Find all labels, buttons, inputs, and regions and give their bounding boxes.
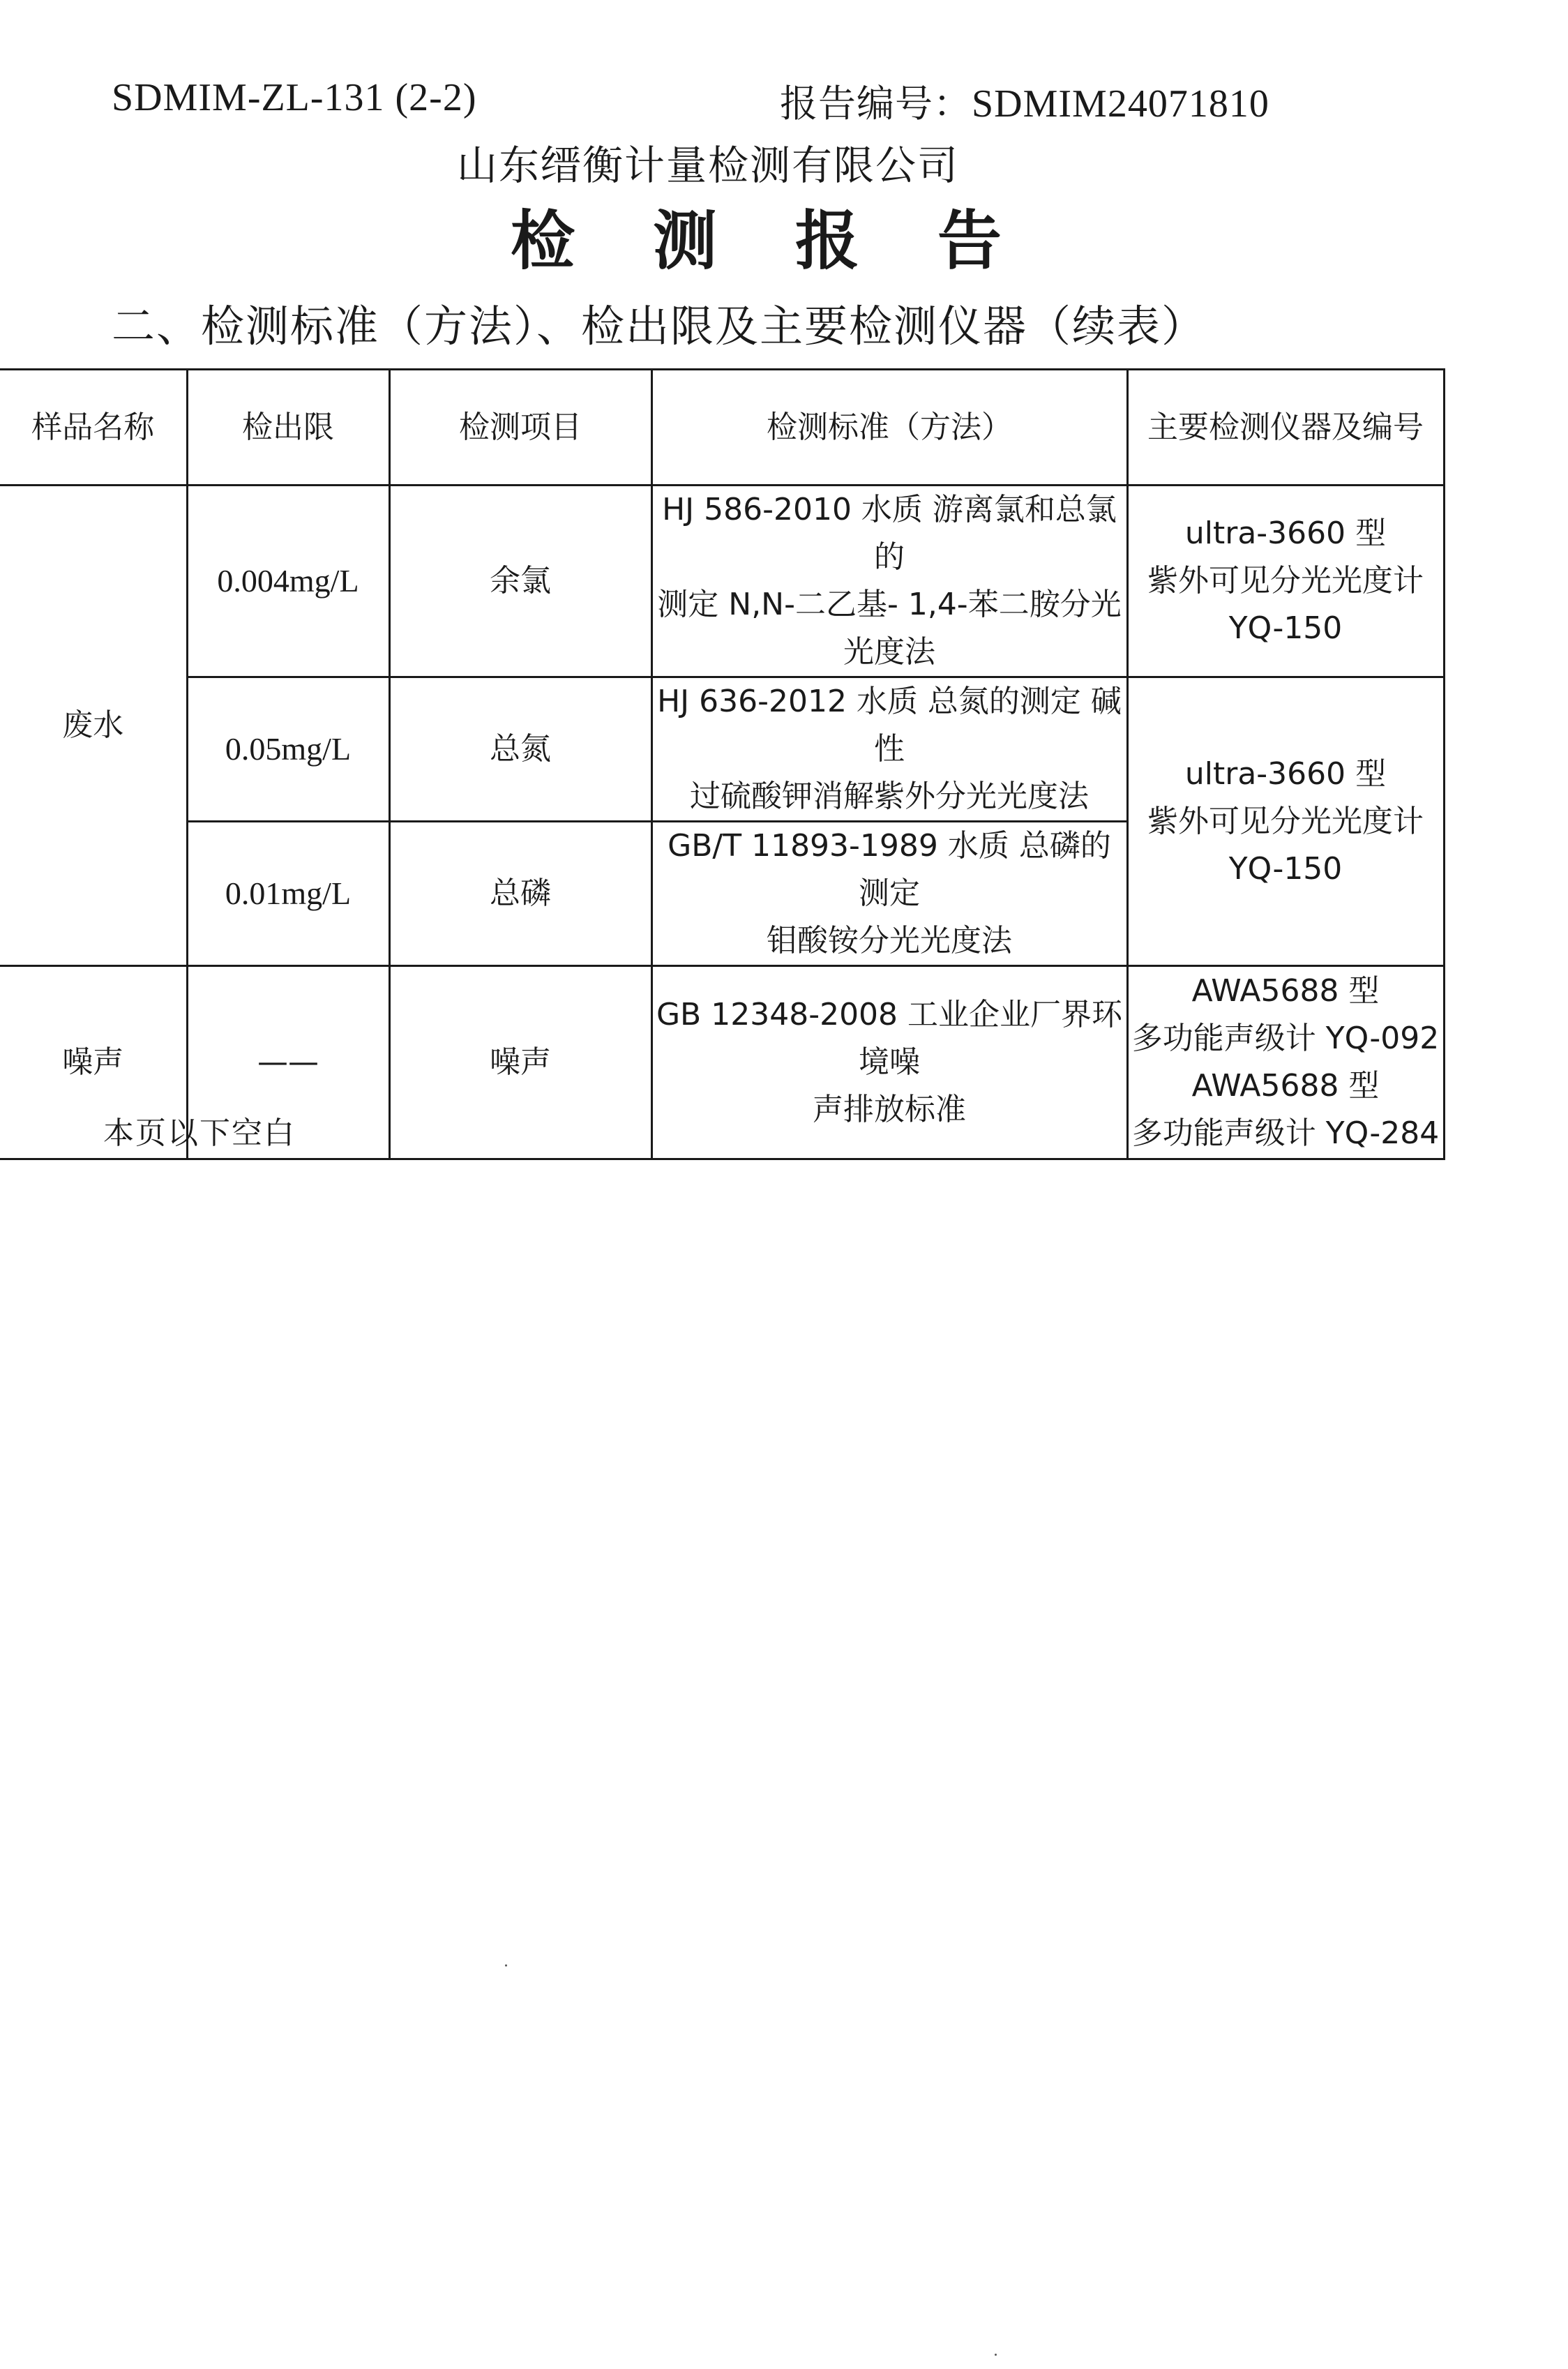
instrument-line: 多功能声级计 YQ-284 <box>1131 1115 1440 1151</box>
test-item-cell: 噪声 <box>389 966 651 1159</box>
test-item-cell: 总磷 <box>389 822 651 966</box>
document-code: SDMIM-ZL-131 (2-2) <box>112 76 477 119</box>
standard-line: GB/T 11893-1989 水质 总磷的测定 <box>668 828 1111 911</box>
instrument-line: YQ-150 <box>1228 850 1343 887</box>
sample-name-cell: 噪声 <box>0 966 187 1159</box>
standard-line: HJ 636-2012 水质 总氮的测定 碱性 <box>657 684 1122 767</box>
scan-speck <box>995 2354 997 2356</box>
report-number-value: SDMIM24071810 <box>972 82 1269 126</box>
report-number-label: 报告编号： <box>780 82 972 126</box>
instrument-line: ultra-3660 型 <box>1184 516 1387 551</box>
header-test-item: 检测项目 <box>389 370 651 486</box>
header-sample-name: 样品名称 <box>0 370 187 486</box>
header-detection-limit: 检出限 <box>187 370 389 486</box>
table-row <box>0 486 1444 677</box>
standard-method-cell <box>651 677 1127 822</box>
header-instrument: 主要检测仪器及编号 <box>1127 370 1444 486</box>
instrument-line: AWA5688 型 <box>1191 973 1380 1009</box>
standard-line: GB 12348-2008 工业企业厂界环境噪 <box>656 997 1123 1080</box>
standards-table <box>0 368 1445 1160</box>
instrument-line: YQ-150 <box>1228 610 1343 646</box>
table-header-row <box>0 370 1444 486</box>
standard-line: 声排放标准 <box>813 1092 966 1127</box>
standard-method-cell <box>651 486 1127 677</box>
standard-method-cell <box>651 966 1127 1159</box>
test-item-cell: 总氮 <box>389 677 651 822</box>
test-item-cell: 余氯 <box>389 486 651 677</box>
instrument-line: AWA5688 型 <box>1191 1068 1380 1104</box>
header-standard-method: 检测标准（方法） <box>651 370 1127 486</box>
detection-limit-cell: 0.01mg/L <box>187 822 389 966</box>
instrument-cell <box>1127 486 1444 677</box>
section-title: 二、检测标准（方法）、检出限及主要检测仪器（续表） <box>112 301 1207 352</box>
report-number <box>780 74 1269 128</box>
company-name: 山东缙衡计量检测有限公司 <box>457 142 960 189</box>
instrument-cell <box>1127 966 1444 1159</box>
detection-limit-cell: —— <box>187 966 389 1159</box>
instrument-line: ultra-3660 型 <box>1184 755 1387 792</box>
standard-line: 光度法 <box>843 634 935 670</box>
detection-limit-cell: 0.05mg/L <box>187 677 389 822</box>
instrument-line: 紫外可见分光光度计 <box>1147 803 1424 839</box>
table-row <box>0 677 1444 822</box>
sample-name-cell: 废水 <box>0 486 187 966</box>
standard-method-cell <box>651 822 1127 966</box>
page-title: 检 测 报 告 <box>510 204 1030 278</box>
standard-line: 过硫酸钾消解紫外分光光度法 <box>690 779 1089 814</box>
blank-below-note: 本页以下空白 <box>103 1115 296 1151</box>
instrument-line: 紫外可见分光光度计 <box>1147 563 1424 599</box>
instrument-cell <box>1127 677 1444 966</box>
standard-line: HJ 586-2010 水质 游离氯和总氯的 <box>662 492 1117 575</box>
standard-line: 钼酸铵分光光度法 <box>767 923 1012 958</box>
detection-limit-cell: 0.004mg/L <box>187 486 389 677</box>
scan-speck <box>505 1964 507 1966</box>
standard-line: 测定 N,N-二乙基- 1,4-苯二胺分光 <box>657 587 1122 622</box>
instrument-line: 多功能声级计 YQ-092 <box>1131 1021 1440 1056</box>
